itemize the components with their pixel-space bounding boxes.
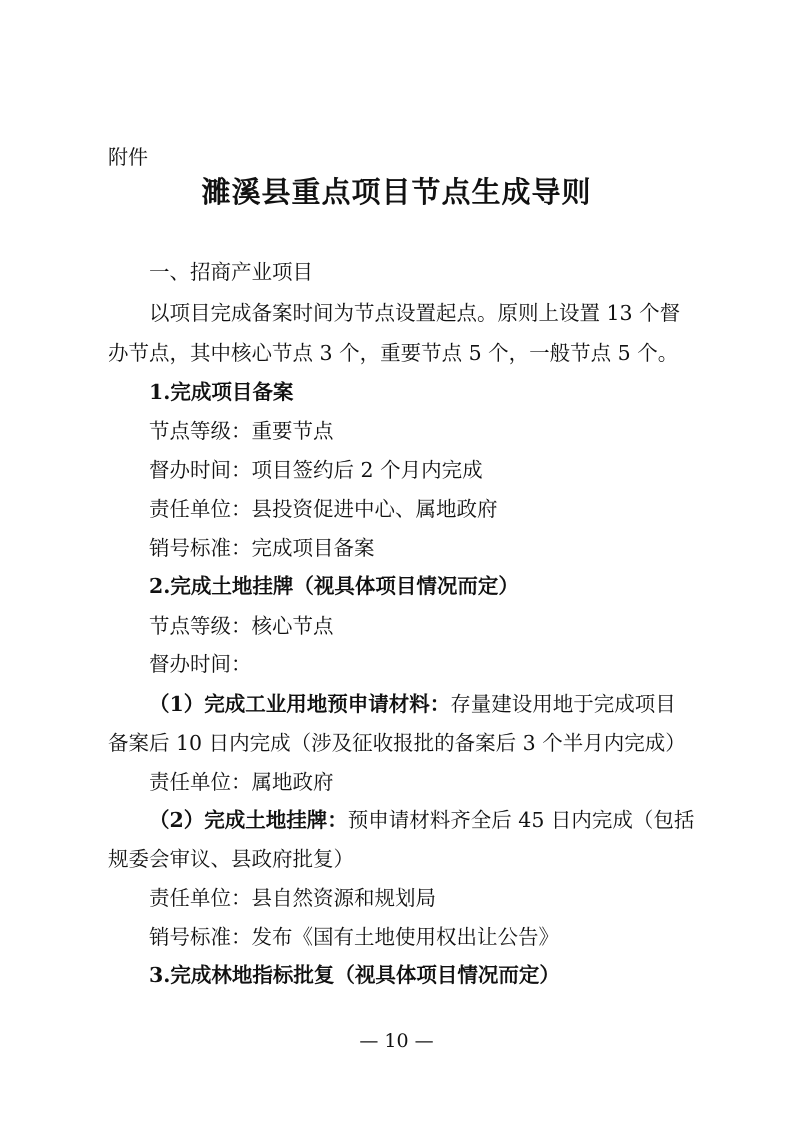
item-2-sub-2-line-1 (149, 806, 694, 834)
item-2-sub-2-label: （2）完成土地挂牌： (149, 808, 348, 832)
item-1-supervision-time: 督办时间：项目签约后 2 个月内完成 (149, 458, 483, 482)
item-2-heading: 2.完成土地挂牌（视具体项目情况而定） (149, 574, 519, 598)
item-2-sub-1-label: （1）完成工业用地预申请材料： (149, 692, 451, 716)
section-intro-line-1: 以项目完成备案时间为节点设置起点。原则上设置 13 个督 (149, 301, 681, 325)
section-intro-line-2: 办节点，其中核心节点 3 个，重要节点 5 个，一般节点 5 个。 (108, 341, 679, 365)
item-2-sub-2-responsible-unit: 责任单位：县自然资源和规划局 (149, 886, 436, 910)
item-3-heading: 3.完成林地指标批复（视具体项目情况而定） (149, 963, 560, 987)
item-1-heading: 1.完成项目备案 (149, 380, 294, 404)
document-title: 濉溪县重点项目节点生成导则 (201, 175, 592, 209)
page-number: — 10 — (359, 1030, 434, 1052)
item-2-sub-1-line-1 (149, 690, 676, 718)
item-1-node-level: 节点等级：重要节点 (149, 419, 334, 443)
item-1-responsible-unit: 责任单位：县投资促进中心、属地政府 (149, 497, 498, 521)
item-2-sub-1-text: 存量建设用地于完成项目 (450, 692, 676, 716)
attachment-label: 附件 (108, 145, 148, 169)
item-1-closing-standard: 销号标准：完成项目备案 (149, 536, 375, 560)
section-heading-investment-projects: 一、招商产业项目 (149, 260, 313, 284)
item-2-node-level: 节点等级：核心节点 (149, 614, 334, 638)
item-2-supervision-time-label: 督办时间： (149, 652, 252, 676)
item-2-closing-standard: 销号标准：发布《国有土地使用权出让公告》 (149, 925, 559, 949)
item-2-sub-1-responsible-unit: 责任单位：属地政府 (149, 770, 334, 794)
item-2-sub-1-line-2: 备案后 10 日内完成（涉及征收报批的备案后 3 个半月内完成） (108, 731, 686, 755)
item-2-sub-2-line-2: 规委会审议、县政府批复） (108, 847, 354, 871)
item-2-sub-2-text: 预申请材料齐全后 45 日内完成（包括 (347, 808, 695, 832)
